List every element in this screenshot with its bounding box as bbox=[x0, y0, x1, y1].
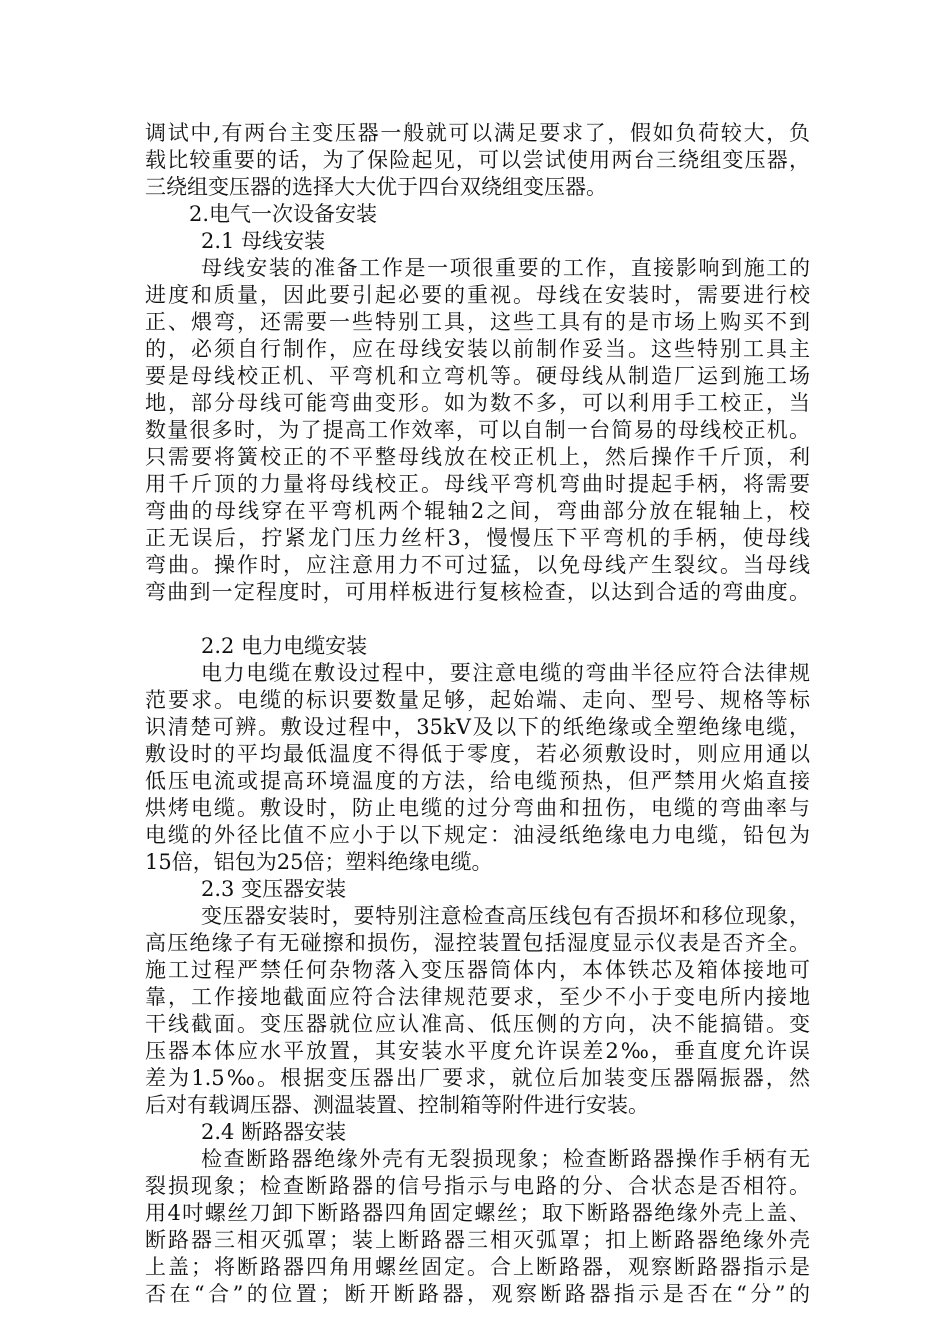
text-line: 范要求。电缆的标识要数量足够，起始端、走向、型号、规格等标 bbox=[145, 688, 810, 712]
text-line: 弯曲到一定程度时，可用样板进行复核检查，以达到合适的弯曲度。 bbox=[145, 580, 810, 604]
text-line: 否在“合”的位置；断开断路器，观察断路器指示是否在“分”的 bbox=[145, 1282, 810, 1306]
text-line: 用4吋螺丝刀卸下断路器四角固定螺丝；取下断路器绝缘外壳上盖、 bbox=[145, 1201, 810, 1225]
text-line: 高压绝缘子有无碰擦和损伤，湿控装置包括湿度显示仪表是否齐全。 bbox=[145, 931, 810, 955]
text-line: 电力电缆在敷设过程中，要注意电缆的弯曲半径应符合法律规 bbox=[201, 661, 810, 685]
text-line: 三绕组变压器的选择大大优于四台双绕组变压器。 bbox=[145, 175, 607, 199]
text-line: 的，必须自行制作，应在母线安装以前制作妥当。这些特别工具主 bbox=[145, 337, 810, 361]
text-line: 只需要将簧校正的不平整母线放在校正机上，然后操作千斤顶，利 bbox=[145, 445, 810, 469]
text-line: 低压电流或提高环境温度的方法，给电缆预热，但严禁用火焰直接 bbox=[145, 769, 810, 793]
subsection-heading: 2.1 母线安装 bbox=[201, 229, 326, 253]
text-line: 敷设时的平均最低温度不得低于零度，若必须敷设时，则应用通以 bbox=[145, 742, 810, 766]
text-line: 上盖；将断路器四角用螺丝固定。合上断路器，观察断路器指示是 bbox=[145, 1255, 810, 1279]
text-line: 检查断路器绝缘外壳有无裂损现象；检查断路器操作手柄有无 bbox=[201, 1147, 810, 1171]
text-line: 地，部分母线可能弯曲变形。如为数不多，可以利用手工校正，当 bbox=[145, 391, 810, 415]
text-line: 变压器安装时，要特别注意检查高压线包有否损坏和移位现象， bbox=[201, 904, 810, 928]
text-line: 识清楚可辨。敷设过程中，35kV及以下的纸绝缘或全塑绝缘电缆， bbox=[145, 715, 810, 739]
text-line: 用千斤顶的力量将母线校正。母线平弯机弯曲时提起手柄，将需要 bbox=[145, 472, 810, 496]
text-line: 干线截面。变压器就位应认准高、低压侧的方向，决不能搞错。变 bbox=[145, 1012, 810, 1036]
text-line: 断路器三相灭弧罩；装上断路器三相灭弧罩；扣上断路器绝缘外壳 bbox=[145, 1228, 810, 1252]
text-line: 施工过程严禁任何杂物落入变压器筒体内，本体铁芯及箱体接地可 bbox=[145, 958, 810, 982]
text-line: 载比较重要的话，为了保险起见，可以尝试使用两台三绕组变压器， bbox=[145, 148, 810, 172]
text-line: 母线安装的准备工作是一项很重要的工作，直接影响到施工的 bbox=[201, 256, 810, 280]
blank-line bbox=[145, 606, 810, 633]
text-line: 调试中,有两台主变压器一般就可以满足要求了，假如负荷较大，负 bbox=[145, 121, 810, 145]
subsection-heading: 2.4 断路器安装 bbox=[201, 1120, 347, 1144]
document-page bbox=[145, 120, 810, 1308]
text-line: 正无误后，拧紧龙门压力丝杆3，慢慢压下平弯机的手柄，使母线 bbox=[145, 526, 810, 550]
text-line: 要是母线校正机、平弯机和立弯机等。硬母线从制造厂运到施工场 bbox=[145, 364, 810, 388]
text-line: 烘烤电缆。敷设时，防止电缆的过分弯曲和扭伤，电缆的弯曲率与 bbox=[145, 796, 810, 820]
text-line: 靠，工作接地截面应符合法律规范要求，至少不小于变电所内接地 bbox=[145, 985, 810, 1009]
text-line: 后对有载调压器、测温装置、控制箱等附件进行安装。 bbox=[145, 1093, 649, 1117]
text-line: 进度和质量，因此要引起必要的重视。母线在安装时，需要进行校 bbox=[145, 283, 810, 307]
text-line: 压器本体应水平放置，其安装水平度允许误差2‰，垂直度允许误 bbox=[145, 1039, 810, 1063]
text-line: 弯曲的母线穿在平弯机两个辊轴2之间，弯曲部分放在辊轴上，校 bbox=[145, 499, 810, 523]
subsection-heading: 2.3 变压器安装 bbox=[201, 877, 347, 901]
text-line: 电缆的外径比值不应小于以下规定：油浸纸绝缘电力电缆，铅包为 bbox=[145, 823, 810, 847]
text-line: 差为1.5‰。根据变压器出厂要求，就位后加装变压器隔振器，然 bbox=[145, 1066, 810, 1090]
subsection-heading: 2.2 电力电缆安装 bbox=[201, 634, 368, 658]
text-line: 裂损现象；检查断路器的信号指示与电路的分、合状态是否相符。 bbox=[145, 1174, 810, 1198]
text-line: 正、煨弯，还需要一些特别工具，这些工具有的是市场上购买不到 bbox=[145, 310, 810, 334]
text-line: 15倍，铝包为25倍；塑料绝缘电缆。 bbox=[145, 850, 493, 874]
text-line: 数量很多时，为了提高工作效率，可以自制一台简易的母线校正机。 bbox=[145, 418, 810, 442]
section-heading: 2.电气一次设备安装 bbox=[189, 202, 378, 226]
text-line: 弯曲。操作时，应注意用力不可过猛，以免母线产生裂纹。当母线 bbox=[145, 553, 810, 577]
